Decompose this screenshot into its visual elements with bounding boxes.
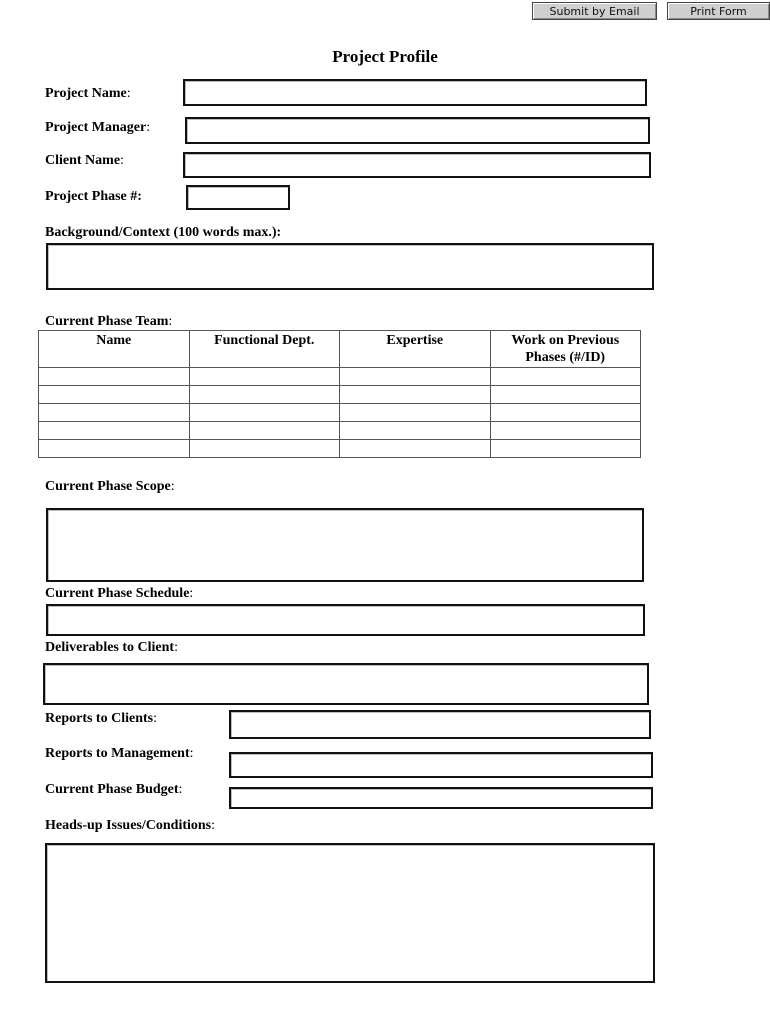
reports-clients-input[interactable] xyxy=(229,710,651,739)
client-name-input[interactable] xyxy=(183,152,651,178)
table-cell[interactable] xyxy=(39,386,190,404)
project-manager-label: Project Manager: xyxy=(45,120,151,135)
deliverables-textarea[interactable] xyxy=(43,663,649,705)
table-cell[interactable] xyxy=(340,404,491,422)
project-name-input[interactable] xyxy=(183,79,647,106)
table-cell[interactable] xyxy=(189,440,340,458)
project-manager-input[interactable] xyxy=(185,117,650,144)
table-cell[interactable] xyxy=(39,440,190,458)
team-col-previous: Work on Previous Phases (#/ID) xyxy=(490,331,641,368)
table-cell[interactable] xyxy=(490,368,641,386)
project-phase-input[interactable] xyxy=(186,185,290,210)
print-form-button[interactable]: Print Form xyxy=(667,2,770,20)
table-cell[interactable] xyxy=(189,386,340,404)
table-cell[interactable] xyxy=(189,422,340,440)
table-cell[interactable] xyxy=(39,368,190,386)
table-cell[interactable] xyxy=(340,422,491,440)
background-label: Background/Context (100 words max.): xyxy=(45,225,282,240)
deliverables-label: Deliverables to Client: xyxy=(45,640,178,655)
table-cell[interactable] xyxy=(189,368,340,386)
table-cell[interactable] xyxy=(490,386,641,404)
table-cell[interactable] xyxy=(490,404,641,422)
table-row xyxy=(39,440,641,458)
budget-label: Current Phase Budget: xyxy=(45,782,183,797)
reports-management-input[interactable] xyxy=(229,752,653,778)
table-cell[interactable] xyxy=(340,440,491,458)
reports-clients-label: Reports to Clients: xyxy=(45,711,157,726)
table-cell[interactable] xyxy=(490,440,641,458)
scope-label: Current Phase Scope: xyxy=(45,479,175,494)
schedule-input[interactable] xyxy=(46,604,645,636)
issues-textarea[interactable] xyxy=(45,843,655,983)
table-cell[interactable] xyxy=(39,422,190,440)
team-table xyxy=(38,330,641,458)
team-label: Current Phase Team: xyxy=(45,314,173,329)
table-cell[interactable] xyxy=(340,386,491,404)
table-row xyxy=(39,368,641,386)
page-title: Project Profile xyxy=(332,47,438,66)
project-phase-label: Project Phase #: xyxy=(45,189,142,204)
issues-label: Heads-up Issues/Conditions: xyxy=(45,818,216,833)
background-textarea[interactable] xyxy=(46,243,654,290)
team-col-dept: Functional Dept. xyxy=(189,331,340,368)
team-col-expertise: Expertise xyxy=(340,331,491,368)
table-row xyxy=(39,404,641,422)
table-cell[interactable] xyxy=(189,404,340,422)
table-row xyxy=(39,422,641,440)
schedule-label: Current Phase Schedule: xyxy=(45,586,194,601)
submit-by-email-button[interactable]: Submit by Email xyxy=(532,2,657,20)
project-name-label: Project Name: xyxy=(45,86,131,101)
scope-textarea[interactable] xyxy=(46,508,644,582)
table-cell[interactable] xyxy=(39,404,190,422)
client-name-label: Client Name: xyxy=(45,153,124,168)
reports-management-label: Reports to Management: xyxy=(45,746,194,761)
table-cell[interactable] xyxy=(340,368,491,386)
team-header-row xyxy=(39,331,641,368)
team-col-name: Name xyxy=(39,331,190,368)
table-cell[interactable] xyxy=(490,422,641,440)
table-row xyxy=(39,386,641,404)
budget-input[interactable] xyxy=(229,787,653,809)
